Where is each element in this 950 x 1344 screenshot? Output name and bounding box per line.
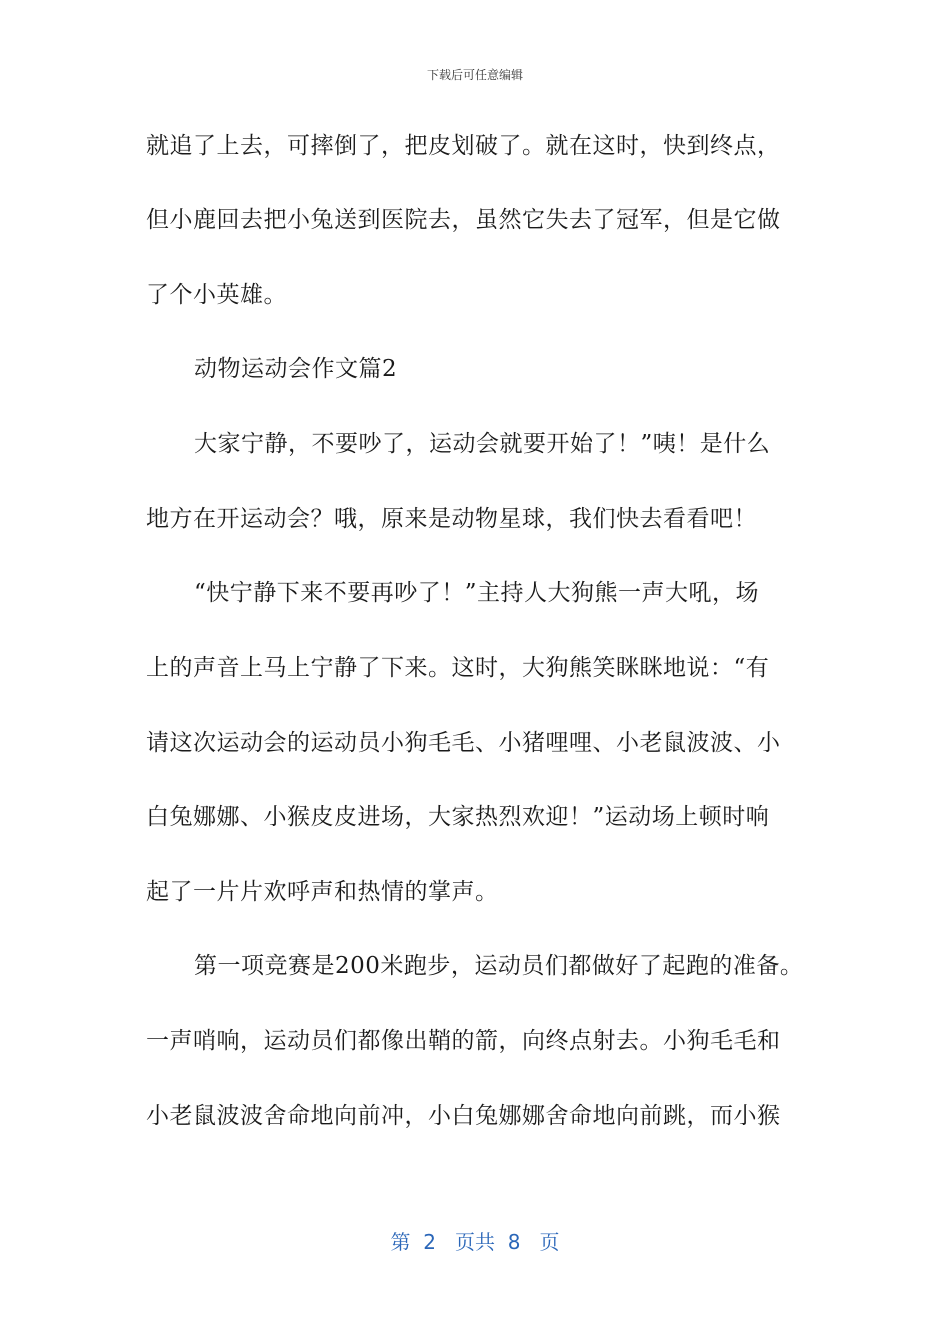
text-line-12: 第一项竞赛是200米跑步，运动员们都做好了起跑的准备。 — [194, 953, 804, 979]
text-line-14: 小老鼠波波舍命地向前冲，小白兔娜娜舍命地向前跳，而小猴 — [146, 1103, 781, 1129]
section-heading: 动物运动会作文篇2 — [194, 356, 398, 382]
text-line-9: 请这次运动会的运动员小狗毛毛、小猪哩哩、小老鼠波波、小 — [146, 730, 781, 756]
text-line-10: 白兔娜娜、小猴皮皮进场，大家热烈欢迎！”运动场上顿时响 — [146, 804, 770, 830]
text-line-2: 但小鹿回去把小兔送到医院去，虽然它失去了冠军，但是它做 — [146, 207, 781, 233]
text-line-8: 上的声音上马上宁静了下来。这时，大狗熊笑眯眯地说：“有 — [146, 655, 770, 681]
text-line-1: 就追了上去，可摔倒了，把皮划破了。就在这时，快到终点， — [146, 133, 781, 159]
text-line-7: “快宁静下来不要再吵了！”主持人大狗熊一声大吼，场 — [194, 580, 760, 606]
text-line-3: 了个小英雄。 — [146, 282, 287, 308]
text-line-11: 起了一片片欢呼声和热情的掌声。 — [146, 879, 499, 905]
text-line-5: 大家宁静，不要吵了，运动会就要开始了！”咦！是什么 — [194, 431, 771, 457]
page-header-note: 下载后可任意编辑 — [426, 68, 523, 82]
text-line-13: 一声哨响，运动员们都像出鞘的箭，向终点射去。小狗毛毛和 — [146, 1028, 781, 1054]
text-line-6: 地方在开运动会？哦，原来是动物星球，我们快去看看吧！ — [146, 506, 757, 532]
page-number-footer: 第 2 页共 8 页 — [390, 1230, 560, 1254]
